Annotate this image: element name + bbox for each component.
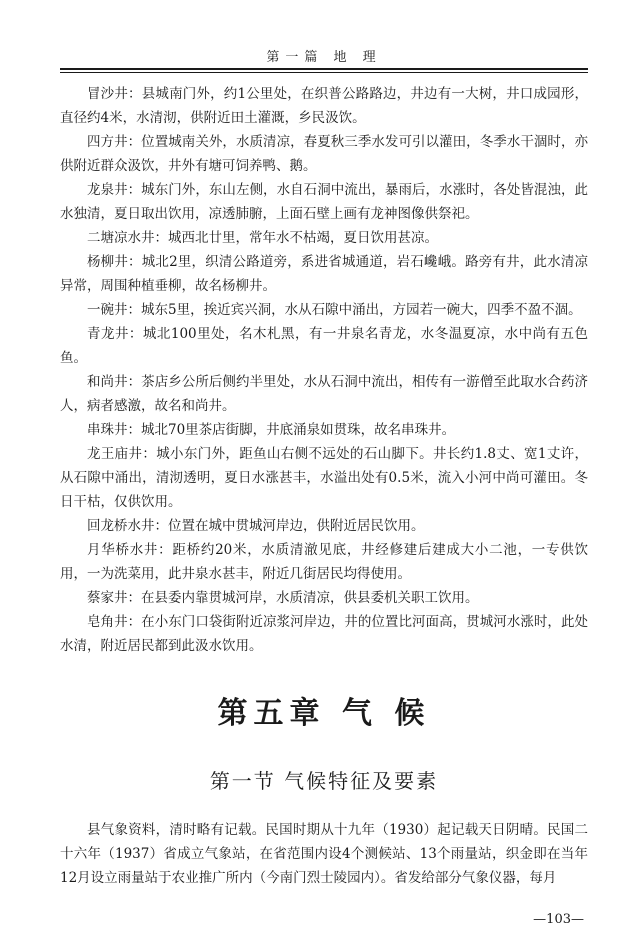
- header-rule-thin: [60, 72, 588, 73]
- section-body: [60, 818, 588, 890]
- paragraph: 冒沙井：县城南门外，约1公里处，在织普公路路边，井边有一大树，井口成园形，直径约4米，水清沏，供附近田土灌溉，乡民汲饮。: [60, 86, 588, 126]
- paragraph: 串珠井：城北70里茶店街脚，井底涌泉如贯珠，故名串珠井。: [87, 422, 456, 438]
- paragraph: 龙王庙井：城小东门外，距鱼山右侧不远处的石山脚下。井长约1.8丈、宽1丈许，从石隙中涌出，清沏透明，夏日水涨甚丰，水溢出处有0.5米，流入小河中尚可灌田。冬日干枯，仅供饮用。: [60, 446, 588, 510]
- page-number: —103—: [533, 912, 584, 927]
- chapter-title: 第五章 气 候: [217, 696, 431, 731]
- paragraph: 回龙桥水井：位置在城中贯城河岸边，供附近居民饮用。: [87, 518, 425, 534]
- paragraph: 一碗井：城东5里，挨近宾兴洞，水从石隙中涌出，方园若一碗大，四季不盈不涸。: [87, 302, 582, 318]
- paragraph: 和尚井：茶店乡公所后侧约半里处，水从石洞中流出，相传有一游僧至此取水合药济人，病者感激，故名和尚井。: [60, 374, 588, 414]
- paragraph: 月华桥水井：距桥约20米，水质清澈见底，井经修建后建成大小二池，一专供饮用，一为洗菜用，此井泉水甚丰，附近几街居民均得使用。: [60, 542, 588, 582]
- well-list: [60, 82, 588, 658]
- paragraph: 县气象资料，清时略有记载。民国时期从十九年（1930）起记载天日阴晴。民国二十六年（1937）省成立气象站，在省范围内设4个测候站、13个雨量站，织金即在当年12月设立雨量站于农业推广所内（今南门烈士陵园内）。省发给部分气象仪器，每月: [60, 822, 588, 886]
- header-rule-thick: [60, 68, 588, 70]
- paragraph: 龙泉井：城东门外，东山左侧，水自石洞中流出，暴雨后，水涨时，各处皆混浊，此水独清，夏日取出饮用，凉透肺腑，上面石壁上画有龙神图像供祭祀。: [60, 182, 588, 222]
- paragraph: 二塘凉水井：城西北廿里，常年水不枯竭，夏日饮用甚凉。: [87, 230, 438, 246]
- paragraph: 皂角井：在小东门口袋街附近凉浆河岸边，井的位置比河面高，贯城河水涨时，此处水清，附近居民都到此汲水饮用。: [60, 614, 588, 654]
- paragraph: 青龙井：城北100里处，名木札黑，有一井泉名青龙，水冬温夏凉，水中尚有五色鱼。: [60, 326, 588, 366]
- section-title: 第一节 气候特征及要素: [209, 769, 439, 793]
- paragraph: 蔡家井：在县委内靠贯城河岸，水质清凉，供县委机关职工饮用。: [87, 590, 479, 606]
- running-head: 第一篇 地 理: [266, 50, 382, 65]
- paragraph: 杨柳井：城北2里，织清公路道旁，系进省城通道，岩石巉峨。路旁有井，此水清凉异常，周围种植垂柳，故名杨柳井。: [60, 254, 588, 294]
- paragraph: 四方井：位置城南关外，水质清凉，春夏秋三季水发可引以灌田，冬季水干涸时，亦供附近群众汲饮，井外有塘可饲养鸭、鹅。: [60, 134, 588, 174]
